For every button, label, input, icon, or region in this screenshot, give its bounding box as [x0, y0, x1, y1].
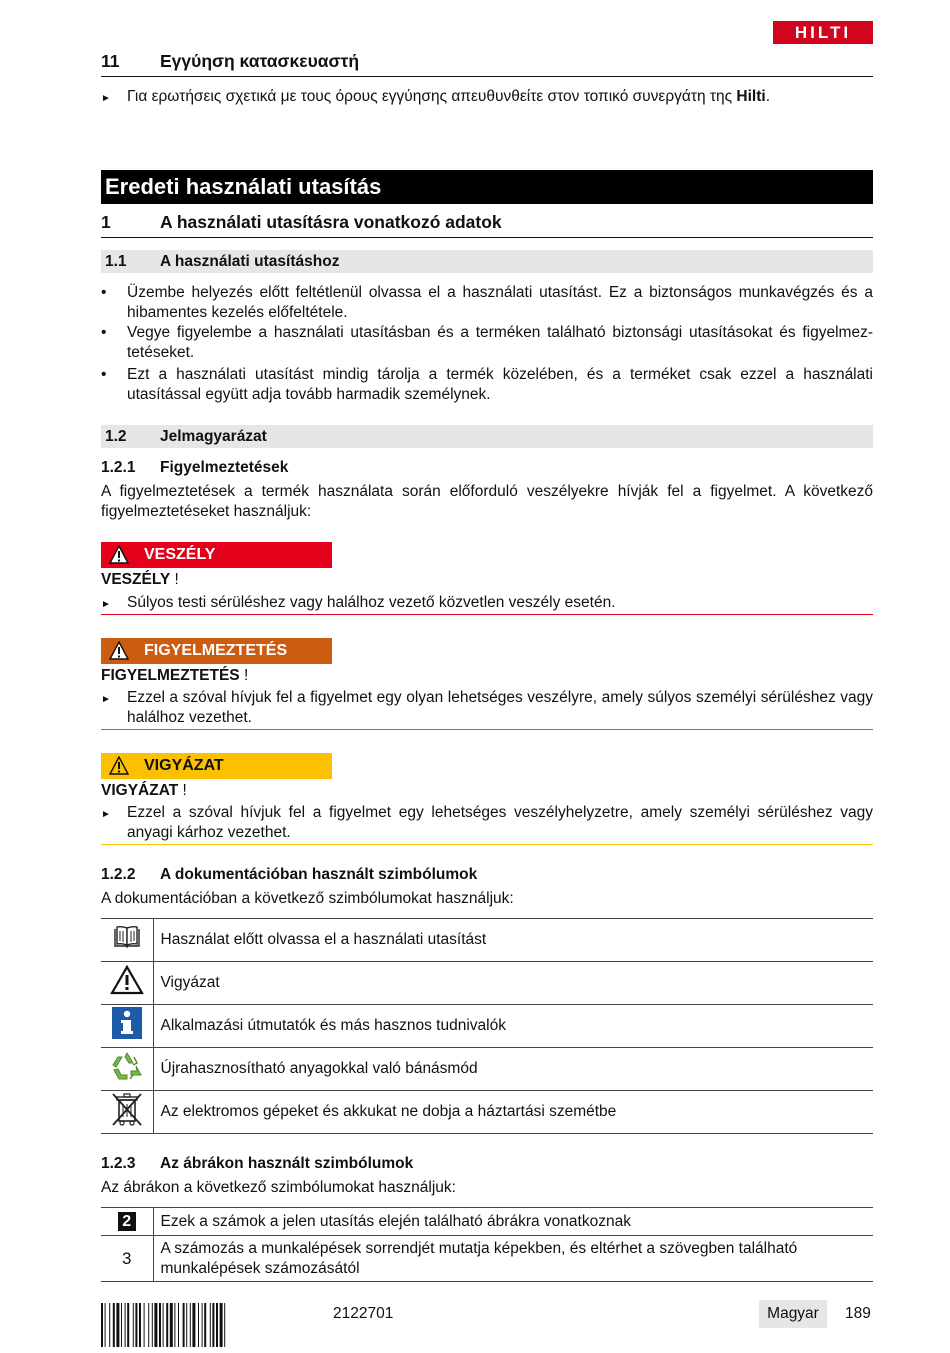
book-icon — [112, 925, 142, 949]
symbol-description: Az elektromos gépeket és akkukat ne dobja a háztartási szemétbe — [153, 1091, 873, 1134]
symbol-cell — [101, 1048, 153, 1091]
signal-word: VIGYÁZAT ! — [101, 782, 187, 799]
section-number: 11 — [101, 50, 120, 71]
symbol-cell — [101, 962, 153, 1005]
triangle-bullet-icon: ► — [101, 93, 111, 104]
crossed-bin-icon — [110, 1091, 144, 1127]
symbol-cell — [101, 1208, 153, 1236]
triangle-bullet-icon: ► — [101, 694, 111, 705]
caution-signal-box — [101, 753, 332, 779]
subsection-number: 1.1 — [105, 253, 127, 270]
symbol-cell — [101, 1005, 153, 1048]
list-item: • Ezt a használati utasítást mindig tárolja a termék közelében, és a terméket csak ezzel a használati utasítással együtt adja tovább harmadik személynek. — [101, 366, 873, 403]
warning-bullet: ► Ezzel a szóval hívjuk fel a figyelmet egy olyan lehetséges veszélyre, amely súlyos személyi sérüléshez vagy halálhoz vezethet. — [101, 689, 873, 726]
language-label: Magyar — [759, 1300, 827, 1328]
table-row — [101, 1091, 873, 1134]
hilti-logo — [773, 21, 873, 44]
divider — [101, 729, 873, 730]
warning-bullet: ► Súlyos testi sérüléshez vagy halálhoz vezető közvetlen veszély esetén. — [101, 593, 873, 613]
subsection-1-2-heading — [101, 425, 873, 448]
symbol-description: Használat előtt olvassa el a használati utasítást — [153, 919, 873, 962]
greek-bullet — [101, 87, 873, 107]
signal-word: VESZÉLY ! — [101, 571, 179, 588]
subsection-title: A használati utasításhoz — [160, 253, 340, 270]
step-number: 3 — [101, 1236, 153, 1282]
subsection-number: 1.2 — [105, 428, 127, 445]
section-11-heading — [101, 47, 873, 77]
table-row — [101, 962, 873, 1005]
symbol-description: Újrahasznosítható anyagokkal való bánásmód — [153, 1048, 873, 1091]
subsection-title: Jelmagyarázat — [160, 428, 267, 445]
subsection-number: 1.2.1 — [101, 459, 136, 476]
table-row — [101, 919, 873, 962]
subsection-number: 1.2.3 — [101, 1155, 136, 1172]
brand-name: Hilti — [736, 88, 766, 105]
divider — [101, 614, 873, 615]
symbol-cell — [101, 1091, 153, 1134]
symbol-description: Vigyázat — [153, 962, 873, 1005]
page-number: 189 — [845, 1305, 871, 1322]
symbol-cell — [101, 919, 153, 962]
signal-label: FIGYELMEZTETÉS — [144, 642, 288, 659]
subsection-title: Figyelmeztetések — [160, 459, 289, 476]
info-icon — [112, 1007, 142, 1039]
section-1-heading — [101, 208, 873, 238]
figure-symbols-table — [101, 1207, 873, 1282]
section-title: Εγγύηση κατασκευαστή — [160, 50, 360, 71]
symbols-intro: A dokumentációban a következő szimbólumokat használjuk: — [101, 890, 514, 907]
table-row — [101, 1048, 873, 1091]
documentation-symbols-table — [101, 918, 873, 1134]
section-title: A használati utasításra vonatkozó adatok — [160, 211, 502, 232]
table-row — [101, 1208, 873, 1236]
symbol-description: A számozás a munkalépések sorrendjét mutatja képekben, és eltérhet a szövegben található munkalépések számozásától — [153, 1236, 873, 1282]
barcode-icon — [101, 1303, 317, 1347]
warning-triangle-icon — [109, 641, 129, 660]
danger-signal-box — [101, 542, 332, 568]
dot-bullet: • — [101, 366, 107, 383]
list-item: • Üzembe helyezés előtt feltétlenül olvassa el a használati utasítást. Ez a biztonságos munkavégzés és a hibamentes kezelés előfeltétele. — [101, 284, 873, 321]
warning-bullet: ► Ezzel a szóval hívjuk fel a figyelmet egy lehetséges veszélyhelyzetre, amely személyi sérüléshez vagy anyagi kárhoz vezethet. — [101, 804, 873, 841]
subsection-title: A dokumentációban használt szimbólumok — [160, 866, 478, 883]
table-row — [101, 1236, 873, 1282]
document-number: 2122701 — [333, 1305, 394, 1322]
symbol-description: Ezek a számok a jelen utasítás elején található ábrákra vonatkoznak — [153, 1208, 873, 1236]
divider — [101, 844, 873, 845]
list-item: • Vegye figyelembe a használati utasításban és a terméken található biztonsági utasításokat és figyelmeztetéseket. — [101, 324, 873, 361]
warnings-intro: A figyelmeztetések a termék használata során előforduló veszélyekre hívják fel a figyelmet. A következő figyelmeztetéseket használjuk: — [101, 483, 873, 520]
symbol-description: Alkalmazási útmutatók és más hasznos tudnivalók — [153, 1005, 873, 1048]
recycle-icon — [110, 1050, 144, 1082]
dot-bullet: • — [101, 284, 107, 301]
figure-symbols-intro: Az ábrákon a következő szimbólumokat használjuk: — [101, 1179, 456, 1196]
subsection-number: 1.2.2 — [101, 866, 136, 883]
logo-text: HILTI — [794, 23, 852, 42]
warning-triangle-icon — [110, 965, 144, 995]
triangle-bullet-icon: ► — [101, 599, 111, 610]
subsection-title: Az ábrákon használt szimbólumok — [160, 1155, 414, 1172]
manual-title-banner: Eredeti használati utasítás — [101, 170, 873, 204]
signal-label: VESZÉLY — [144, 546, 216, 563]
signal-label: VIGYÁZAT — [144, 757, 224, 774]
table-row — [101, 1005, 873, 1048]
signal-word: FIGYELMEZTETÉS ! — [101, 667, 249, 684]
warning-triangle-icon — [109, 545, 129, 564]
figure-number-badge: 2 — [118, 1212, 136, 1231]
dot-bullet: • — [101, 324, 107, 341]
warning-signal-box — [101, 638, 332, 664]
section-number: 1 — [101, 211, 111, 232]
subsection-1-1-heading — [101, 250, 873, 273]
triangle-bullet-icon: ► — [101, 809, 111, 820]
bullet-text: Για ερωτήσεις σχετικά με τους όρους εγγύησης απευθυνθείτε στον τοπικό συνεργάτη της Hilti. — [127, 88, 771, 105]
warning-triangle-icon — [109, 756, 129, 775]
